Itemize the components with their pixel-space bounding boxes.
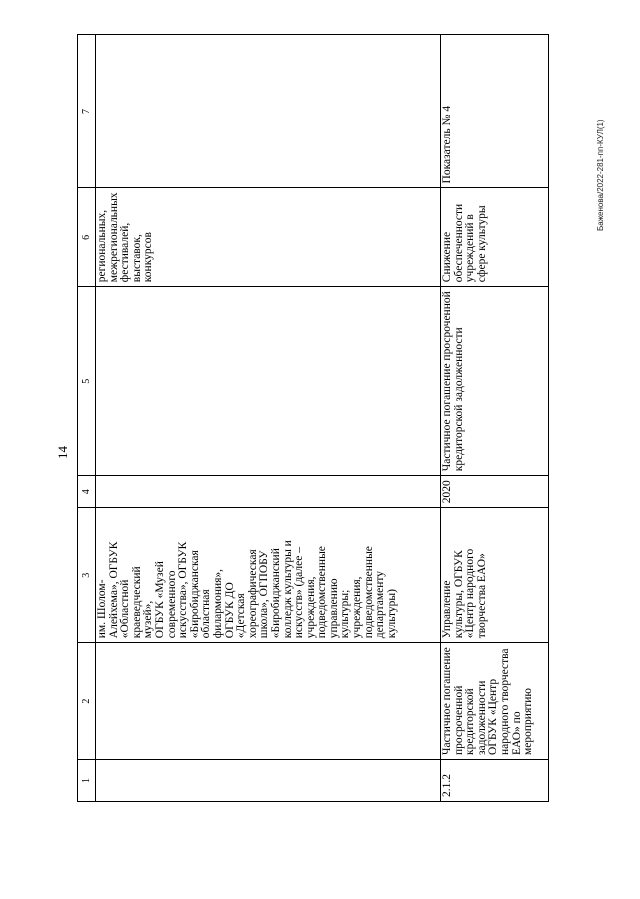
cell-text-line: хореографическая — [246, 549, 259, 639]
cell-text-line: филармония», — [211, 568, 224, 639]
cell-text-line: управлению — [327, 578, 340, 639]
cell-text-line: Снижение — [441, 231, 453, 283]
cell-text-line: «Центр народного — [464, 548, 477, 639]
cell-text-line: выставок, — [130, 234, 143, 283]
header-cell: 5 — [78, 287, 96, 476]
cell-text-line: творчества ЕАО» — [475, 553, 488, 639]
cell-text-line: музей», — [142, 600, 155, 639]
year-cell — [441, 476, 549, 508]
footer-reference: Баженова/2022-281-пп-КУЛ(1) — [596, 119, 605, 231]
expected-result-cell — [441, 287, 549, 476]
cell-text-line: ОГБУК ДО — [223, 582, 236, 639]
cell-text-line: фестивалей, — [119, 222, 132, 283]
measure-name-cell — [441, 643, 549, 760]
cell-text-line: культуры) — [385, 589, 398, 639]
cell-text-line: региональных, — [96, 209, 108, 283]
cell-text-line: культуры, ОГБУК — [452, 550, 465, 639]
page-number: 14 — [55, 446, 70, 459]
header-cell: 2 — [78, 643, 96, 760]
cell-text-line: кредиторской — [464, 688, 477, 755]
cell-text-line: современного — [165, 570, 178, 639]
cell-text-line: Частичное погашение просроченной — [441, 291, 453, 472]
cell-text-line: обеспеченности — [452, 203, 465, 283]
cell-text-line: 2.1.2 — [441, 774, 453, 797]
cell-text-line: «Областной — [119, 579, 132, 639]
cell-text-line: ОГБУК «Музей — [153, 561, 166, 639]
executor-cell — [441, 508, 549, 643]
table-cell — [96, 643, 441, 760]
cell-text-line: школа», ОГПОБУ — [258, 550, 271, 639]
cell-text-line: кредиторской задолженности — [452, 327, 465, 472]
cell-text-line: колледж культуры и — [281, 540, 294, 639]
table-cell — [96, 188, 441, 287]
table-row-2-1-2 — [441, 35, 549, 802]
cell-text-line: конкурсов — [142, 232, 155, 283]
cell-text-line: учреждения, — [351, 576, 364, 639]
header-cell: 3 — [78, 508, 96, 643]
header-cell: 4 — [78, 476, 96, 508]
cell-text-line: искусства», ОГБУК — [177, 541, 190, 639]
cell-text-line: задолженности — [475, 680, 488, 755]
table-cell — [96, 476, 441, 508]
cell-text-line: департаменту — [374, 570, 387, 639]
cell-text-line: межрегиональных — [107, 192, 120, 283]
program-table — [77, 34, 549, 802]
cell-text-line: народного творчества — [498, 648, 511, 755]
cell-text-line: искусств» (далее – — [293, 547, 306, 639]
cell-text-line: культуры; — [339, 589, 352, 639]
row-number-cell — [441, 760, 549, 802]
table-header-row — [78, 35, 96, 802]
cell-text-line: сфере культуры — [475, 205, 488, 283]
cell-text-line: Показатель № 4 — [441, 105, 453, 184]
table-cell — [96, 760, 441, 802]
cell-text-line: подведомственные — [316, 546, 329, 639]
cell-text-line: областная — [200, 589, 213, 639]
table-row-continued — [96, 35, 441, 802]
header-cell: 6 — [78, 188, 96, 287]
indicator-cell — [441, 35, 549, 188]
consequences-cell — [441, 188, 549, 287]
cell-text-line: ОГБУК «Центр — [487, 678, 500, 755]
cell-text-line: краеведческий — [130, 566, 143, 639]
cell-text-line: ЕАО» по — [510, 711, 523, 755]
cell-text-line: «Биробиджанская — [188, 550, 201, 639]
table-cell — [96, 35, 441, 188]
cell-text-line: мероприятию — [522, 687, 535, 755]
table-cell — [96, 287, 441, 476]
cell-text-line: учреждения, — [304, 576, 317, 639]
header-cell: 7 — [78, 35, 96, 188]
cell-text-line: им. Шолом- — [96, 579, 108, 639]
cell-text-line: просроченной — [452, 685, 465, 755]
cell-text-line: Управление — [441, 580, 453, 639]
cell-text-line: подведомственные — [362, 546, 375, 639]
header-cell: 1 — [78, 760, 96, 802]
cell-text-line: Алейхема», ОГБУК — [107, 541, 120, 639]
cell-text-line: 2020 — [441, 480, 453, 504]
cell-text-line: учреждений в — [464, 214, 477, 283]
table-cell — [96, 508, 441, 643]
cell-text-line: «Детская — [235, 593, 248, 639]
cell-text-line: Частичное погашение — [441, 647, 453, 755]
cell-text-line: «Биробиджанский — [269, 548, 282, 639]
